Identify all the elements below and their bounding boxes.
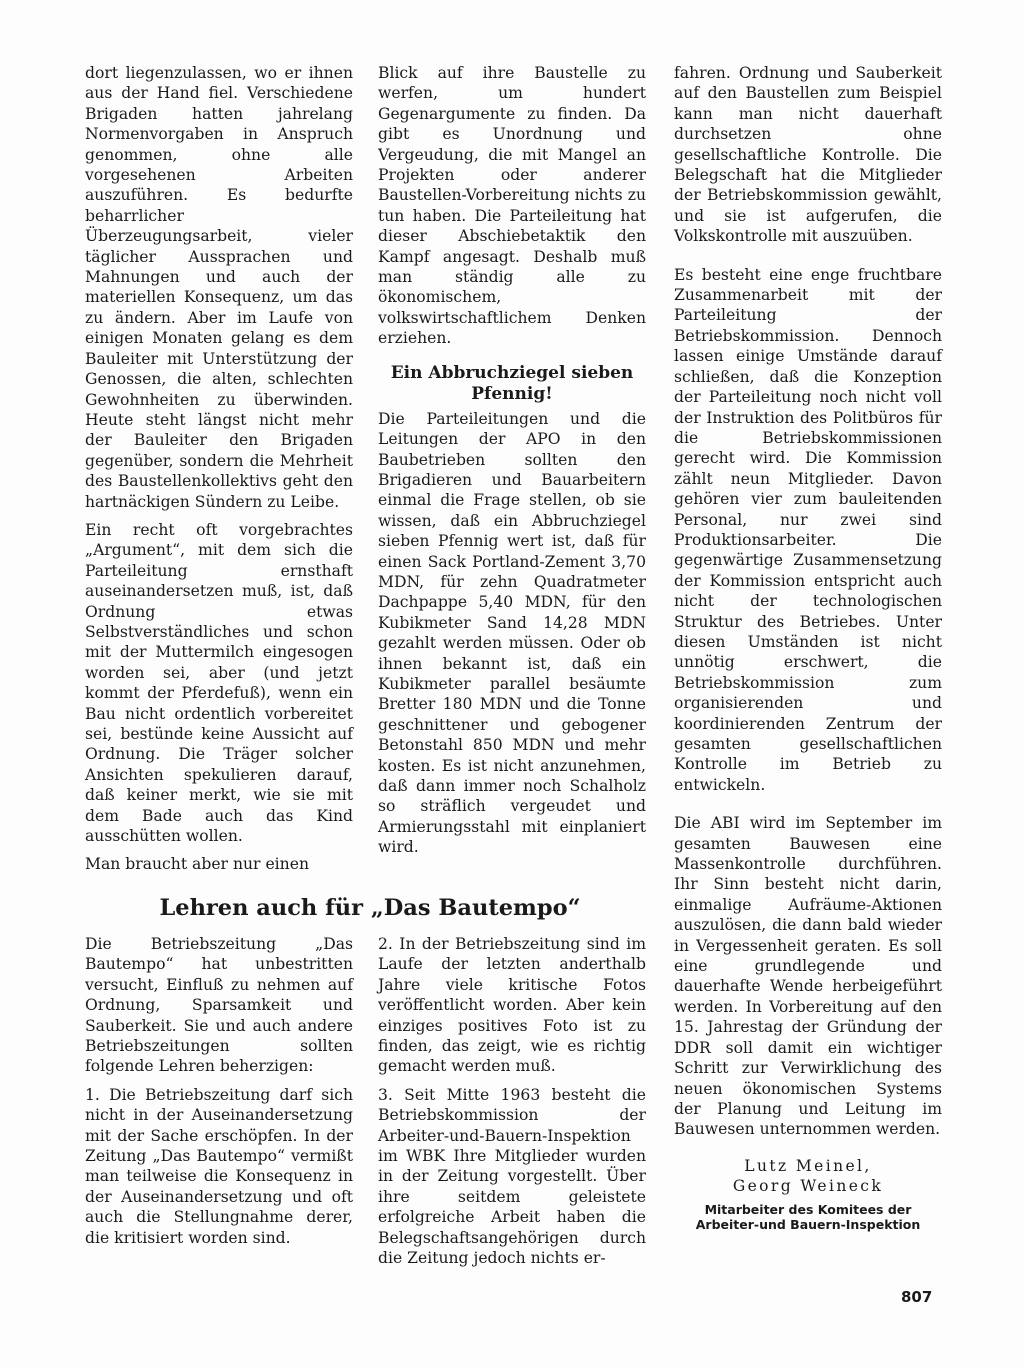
paragraph: Blick auf ihre Baustelle zu werfen, um hundert Gegenargumente zu finden. Da gibt es Unordnung und Vergeudung, die mit Mangel an Projekten oder anderer Baustellen-Vorbereitung nichts zu tun haben. Die Parteileitung hat dieser Abschiebetaktik den Kampf angesagt. Deshalb muß man ständig alle zu ökonomischem, volkswirtschaftlichem Denken erziehen. xyxy=(378,64,646,348)
subheading: Ein Abbruchziegel sieben Pfennig! xyxy=(390,362,634,404)
paragraph: Die Betriebszeitung „Das Bautempo“ hat unbestritten versucht, Einfluß zu nehmen auf Ordnung, Sparsamkeit und Sauberkeit. Sie und auch andere Betriebszeitungen sollten folgende Lehren beherzigen: xyxy=(85,935,353,1076)
author-name: Lutz Meinel, xyxy=(744,1156,872,1175)
paragraph: 3. Seit Mitte 1963 besteht die Betriebskommission der Arbeiter-und-Bauern-Inspektion im WBK Ihre Mitglieder wurden in der Zeitung vorgestellt. Über ihre seitdem geleistete erfolgreiche Arbeit haben die Belegschaftsangehörigen durch die Zeitung jedoch nichts er- xyxy=(378,1085,646,1268)
author-name: Georg Weineck xyxy=(732,1176,884,1195)
affiliation-line: Mitarbeiter des Komitees der xyxy=(704,1201,912,1217)
column-1-lower xyxy=(85,934,353,1250)
page-number: 807 xyxy=(901,1288,933,1306)
author-signature xyxy=(674,1156,942,1196)
author-affiliation xyxy=(674,1202,942,1232)
column-1-upper xyxy=(85,63,353,877)
paragraph: dort liegenzulassen, wo er ihnen aus der Hand fiel. Verschiedene Brigaden hatten jahrelang Normenvorgaben in Anspruch genommen, ohne alle vorgesehenen Arbeiten auszuführen. Es bedurfte beharrlicher Überzeugungsarbeit, vieler täglicher Aussprachen und Mahnungen und auch der materiellen Konsequenz, um das zu ändern. Aber im Laufe von einigen Monaten gelang es dem Bauleiter mit Unterstützung der Genossen, die alten, schlechten Gewohnheiten zu überwinden. Heute steht längst nicht mehr der Bauleiter den Brigaden gegenüber, sondern die Mehrheit des Baustellenkollektivs geht den hartnäckigen Sündern zu Leibe. xyxy=(85,64,353,511)
column-2-upper xyxy=(378,63,646,860)
paragraph: fahren. Ordnung und Sauberkeit auf den Baustellen zum Beispiel kann man nicht dauerhaft durchsetzen ohne gesellschaftliche Kontrolle. Die Belegschaft hat die Mitglieder der Betriebskommission gewählt, und sie ist aufgerufen, die Volkskontrolle mit auszuüben. xyxy=(674,64,942,246)
paragraph: Ein recht oft vorgebrachtes „Argument“, mit dem sich die Parteileitung ernsthaft auseinandersetzen muß, ist, daß Ordnung etwas Selbstverständliches und schon mit der Muttermilch eingesogen worden sei, aber (und jetzt kommt der Pferdefuß), wenn ein Bau nicht ordentlich vorbereitet sei, bestünde keine Aussicht auf Ordnung. Die Träger solcher Ansichten spekulieren darauf, daß keiner merkt, wie sie mit dem Bade auch das Kind ausschütten wollen. xyxy=(85,520,353,846)
column-2-lower xyxy=(378,934,646,1271)
paragraph: Die ABI wird im September im gesamten Bauwesen eine Massenkontrolle durchführen. Ihr Sinn besteht nicht darin, einmalige Aufräume-Aktionen auszulösen, die dann bald wieder in Vergessenheit geraten. Es soll eine grundlegende und dauerhafte Wende herbeigeführt werden. In Vorbereitung auf den 15. Jahrestag der Gründung der DDR soll damit ein wichtiger Schritt zur Verwirklichung des neuen ökonomischen Systems der Planung und Leitung im Bauwesen unternommen werden. xyxy=(674,814,942,1139)
paragraph: 1. Die Betriebszeitung darf sich nicht in der Auseinandersetzung mit der Sache erschöpfen. In der Zeitung „Das Bautempo“ vermißt man teilweise die Konsequenz in der Auseinandersetzung und oft auch die Stellungnahme derer, die kritisiert worden sind. xyxy=(85,1085,353,1247)
paragraph: Es besteht eine enge fruchtbare Zusammenarbeit mit der Parteileitung der Betriebskommission. Dennoch lassen einige Umstände darauf schließen, daß die Konzeption der Parteileitung noch nicht voll der Instruktion des Politbüros für die Betriebskommissionen gerecht wird. Die Kommission zählt neun Mitglieder. Davon gehören vier zum bauleitenden Personal, nur zwei sind Produktionsarbeiter. Die gegenwärtige Zusammensetzung der Kommission entspricht auch nicht der technologischen Struktur des Betriebes. Unter diesen Umständen ist nicht unnötig erschwert, die Betriebskommission zum organisierenden und koordinierenden Zentrum der gesamten gesellschaftlichen Kontrolle im Betrieb zu entwickeln. xyxy=(674,265,942,794)
section-heading: Lehren auch für „Das Bautempo“ xyxy=(159,895,581,921)
column-3 xyxy=(674,63,942,1232)
affiliation-line: Arbeiter-und Bauern-Inspektion xyxy=(695,1216,921,1232)
paragraph: Man braucht aber nur einen xyxy=(85,855,309,874)
paragraph: 2. In der Betriebszeitung sind im Laufe der letzten anderthalb Jahre viele kritische Fotos veröffentlicht worden. Aber kein einziges positives Foto ist zu finden, das zeigt, wie es richtig gemacht werden muß. xyxy=(378,935,646,1076)
paragraph: Die Parteileitungen und die Leitungen der APO in den Baubetrieben sollten den Brigadieren und Bauarbeitern einmal die Frage stellen, ob sie wissen, daß ein Abbruchziegel sieben Pfennig wert ist, daß für einen Sack Portland-Zement 3,70 MDN, für zehn Quadratmeter Dachpappe 5,40 MDN, für den Kubikmeter Sand 14,28 MDN gezahlt werden müssen. Oder ob ihnen bekannt ist, daß ein Kubikmeter parallel besäumte Bretter 180 MDN und die Tonne geschnittener und gebogener Betonstahl 850 MDN und mehr kosten. Es ist nicht anzunehmen, daß dann immer noch Schalholz so sträflich vergeudet und Armierungsstahl mit einplaniert wird. xyxy=(378,409,646,857)
